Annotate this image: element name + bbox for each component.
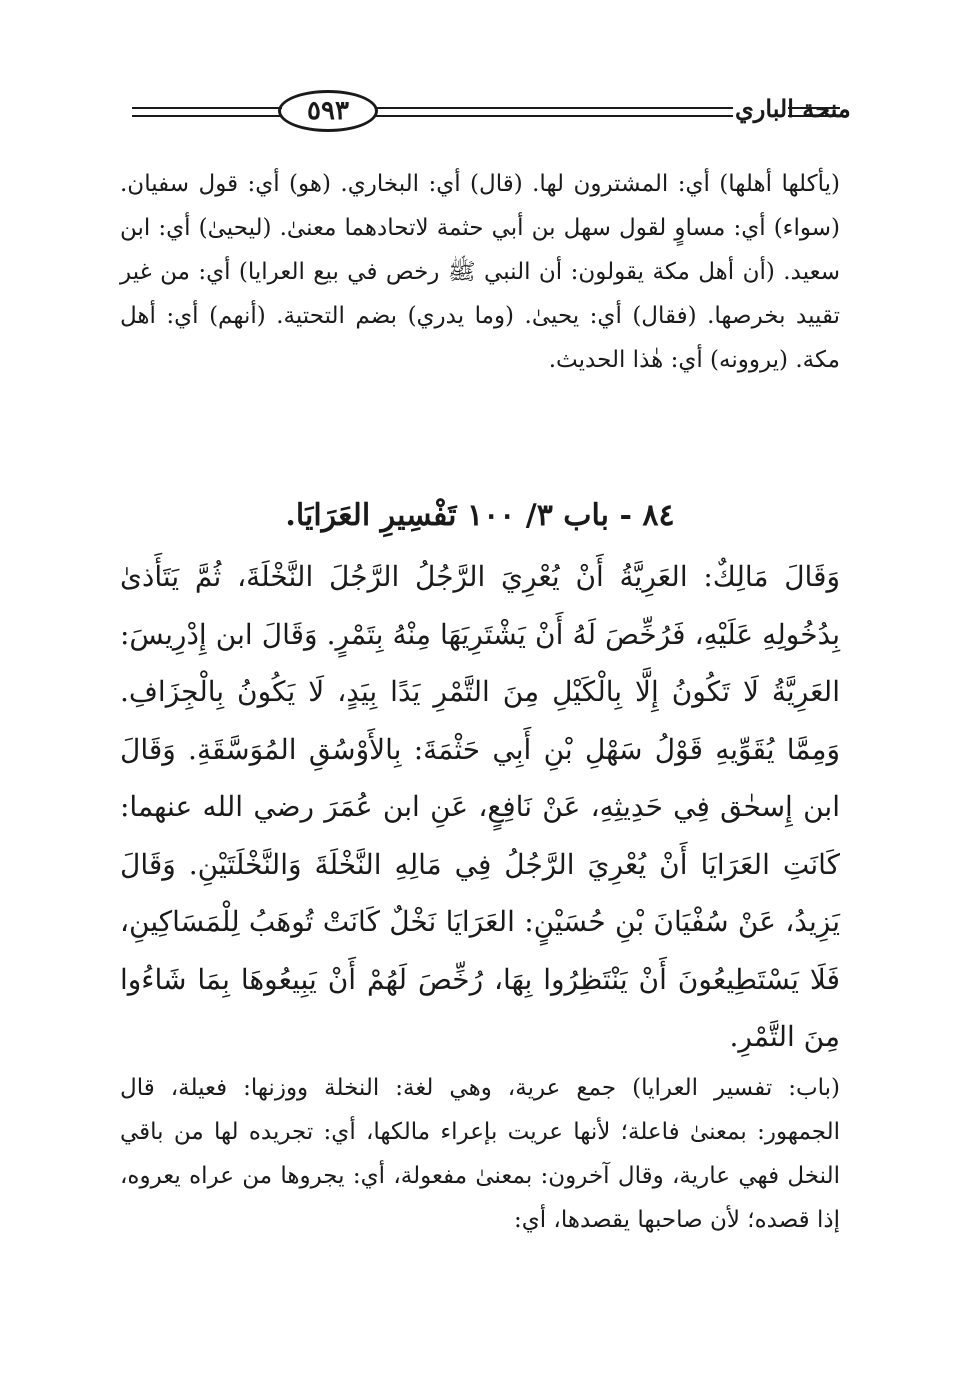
header-rule <box>132 107 282 109</box>
intro-commentary: (يأكلها أهلها) أي: المشترون لها. (قال) أي: البخاري. (هو) أي: قول سفيان. (سواء) أي: مساوٍ لقول سهل بن أبي حثمة لاتحادهما معنىٰ. (ليحيىٰ) أي: ابن سعيد. (أن أهل مكة يقولون: أن النبي ﷺ رخص في بيع العرايا) أي: من غير تقييد بخرصها. (فقال) أي: يحيىٰ. (وما يدري) بضم التحتية. (أنهم) أي: أهل مكة. (يروونه) أي: هٰذا الحديث. <box>120 171 840 373</box>
header-rule <box>788 107 840 109</box>
page-number: ٥٩٣ <box>278 90 378 132</box>
explanation-commentary: (باب: تفسير العرايا) جمع عرية، وهي لغة: النخلة ووزنها: فعيلة، قال الجمهور: بمعنىٰ فاعلة؛ لأنها عريت بإعراء مالكها، أي: تجريده لها من باقي النخل فهي عارية، وقال آخرون: بمعنىٰ مفعولة، أي: يجروها من عراه يعروه، إذا قصده؛ لأن صاحبها يقصدها، أي: <box>120 1075 840 1233</box>
header-rule <box>375 107 733 109</box>
chapter-heading: ٨٤ - باب ٣/ ١٠٠ تَفْسِيرِ العَرَايَا. <box>285 498 675 533</box>
page-header <box>120 86 851 138</box>
header-rule <box>375 115 733 117</box>
hadith-text: وَقَالَ مَالِكٌ: العَرِيَّةُ أَنْ يُعْرِيَ الرَّجُلُ الرَّجُلَ النَّخْلَةَ، ثُمَّ يَتَأَذىٰ بِدُخُولِهِ عَلَيْهِ، فَرُخِّصَ لَهُ أَنْ يَشْتَرِيَهَا مِنْهُ بِتَمْرٍ. وَقَالَ ابن إِدْرِيسَ: العَرِيَّةُ لَا تَكُونُ إِلَّا بِالْكَيْلِ مِنَ التَّمْرِ يَدًا بِيَدٍ، لَا يَكُونُ بِالْجِزَافِ. وَمِمَّا يُقَوِّيهِ قَوْلُ سَهْلِ بْنِ أَبِي حَثْمَةَ: بِالأَوْسُقِ المُوَسَّقَةِ. وَقَالَ ابن إِسحٰق فِي حَدِيثِهِ، عَنْ نَافِعٍ، عَنِ ابن عُمَرَ رضي الله عنهما: كَانَتِ العَرَايَا أَنْ يُعْرِيَ الرَّجُلُ فِي مَالِهِ النَّخْلَةَ وَالنَّخْلَتَيْنِ. وَقَالَ يَزِيدُ، عَنْ سُفْيَانَ بْنِ حُسَيْنٍ: العَرَايَا نَخْلٌ كَانَتْ تُوهَبُ لِلْمَسَاكِينِ، فَلَا يَسْتَطِيعُونَ أَنْ يَنْتَظِرُوا بِهَا، رُخِّصَ لَهُمْ أَنْ يَبِيعُوهَا بِمَا شَاءُوا مِنَ التَّمْرِ. <box>120 560 840 1053</box>
book-title: منحة الباري <box>735 94 851 123</box>
header-rule <box>132 115 282 117</box>
header-rule <box>788 115 840 117</box>
